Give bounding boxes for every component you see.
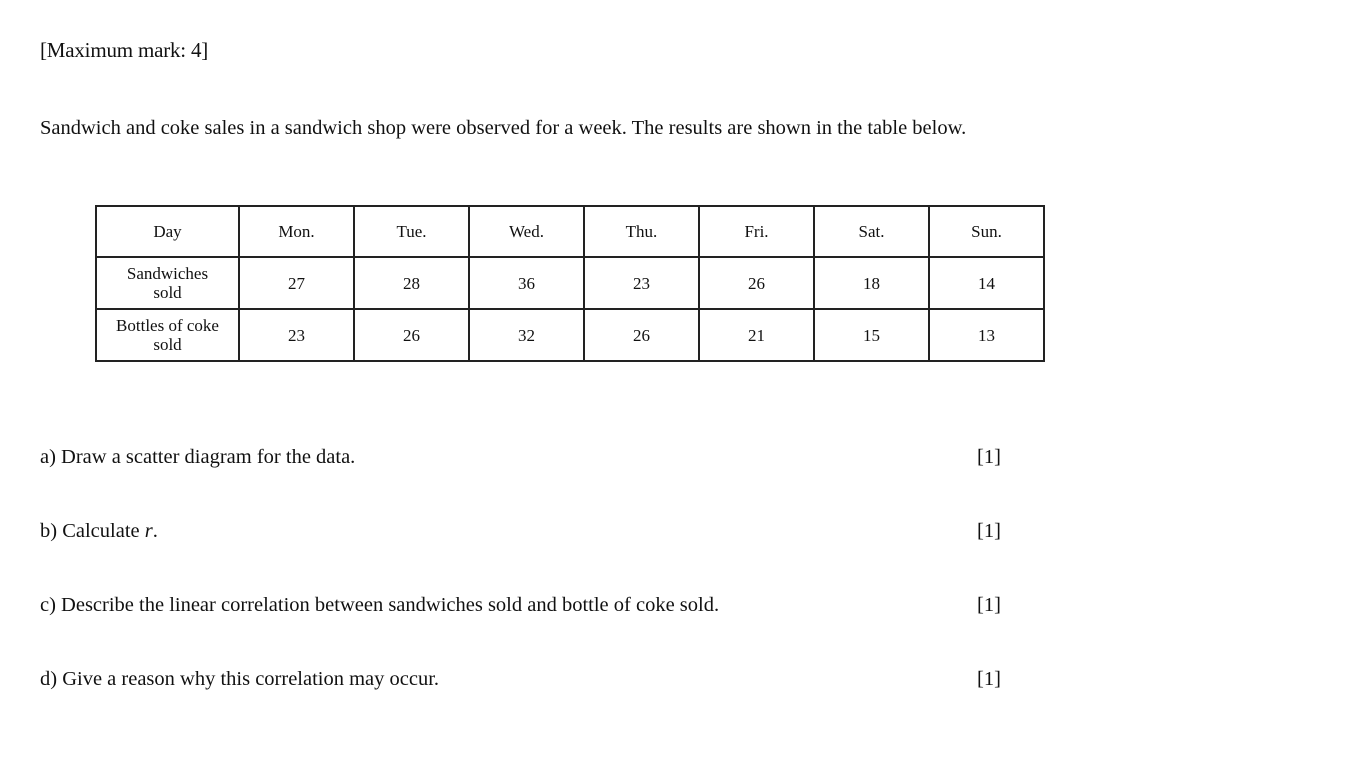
value-cell: 23 <box>239 309 354 361</box>
intro-paragraph: Sandwich and coke sales in a sandwich shop were observed for a week. The results are shown in the table below. <box>40 117 967 139</box>
value-cell: 14 <box>929 257 1044 309</box>
question-b-period: . <box>152 520 158 542</box>
row-label-cell <box>96 309 239 361</box>
value-cell: 32 <box>469 309 584 361</box>
sales-table <box>95 205 1045 362</box>
row-label-line1: Bottles of coke <box>116 316 219 335</box>
header-day-cell: Sat. <box>814 206 929 257</box>
value-cell: 36 <box>469 257 584 309</box>
question-b <box>40 520 158 543</box>
header-day-cell: Mon. <box>239 206 354 257</box>
value-cell: 27 <box>239 257 354 309</box>
value-cell: 23 <box>584 257 699 309</box>
value-cell: 21 <box>699 309 814 361</box>
header-day-cell: Fri. <box>699 206 814 257</box>
table-row-sandwiches <box>96 257 1044 309</box>
question-a: a) Draw a scatter diagram for the data. <box>40 446 356 468</box>
header-label-cell: Day <box>96 206 239 257</box>
header-day-cell: Thu. <box>584 206 699 257</box>
value-cell: 13 <box>929 309 1044 361</box>
header-day-cell: Sun. <box>929 206 1044 257</box>
value-cell: 28 <box>354 257 469 309</box>
header-day-cell: Tue. <box>354 206 469 257</box>
value-cell: 26 <box>584 309 699 361</box>
value-cell: 18 <box>814 257 929 309</box>
question-c: c) Describe the linear correlation between sandwiches sold and bottle of coke sold. <box>40 594 720 616</box>
question-b-text: b) Calculate <box>40 520 145 542</box>
question-c-mark: [1] <box>977 594 1001 616</box>
variable-r: r <box>144 520 153 542</box>
row-label-line2: sold <box>153 335 182 354</box>
row-label-line1: Sandwiches <box>126 264 209 283</box>
value-cell: 15 <box>814 309 929 361</box>
table-row-coke <box>96 309 1044 361</box>
question-b-mark: [1] <box>977 520 1001 542</box>
row-label-cell <box>96 257 239 309</box>
question-a-mark: [1] <box>977 446 1001 468</box>
value-cell: 26 <box>354 309 469 361</box>
maximum-mark: [Maximum mark: 4] <box>40 38 209 62</box>
table-header-row <box>96 206 1044 257</box>
row-label-line2: sold <box>153 283 182 302</box>
value-cell: 26 <box>699 257 814 309</box>
question-d: d) Give a reason why this correlation may occur. <box>40 668 440 690</box>
header-day-cell: Wed. <box>469 206 584 257</box>
question-d-mark: [1] <box>977 668 1001 690</box>
